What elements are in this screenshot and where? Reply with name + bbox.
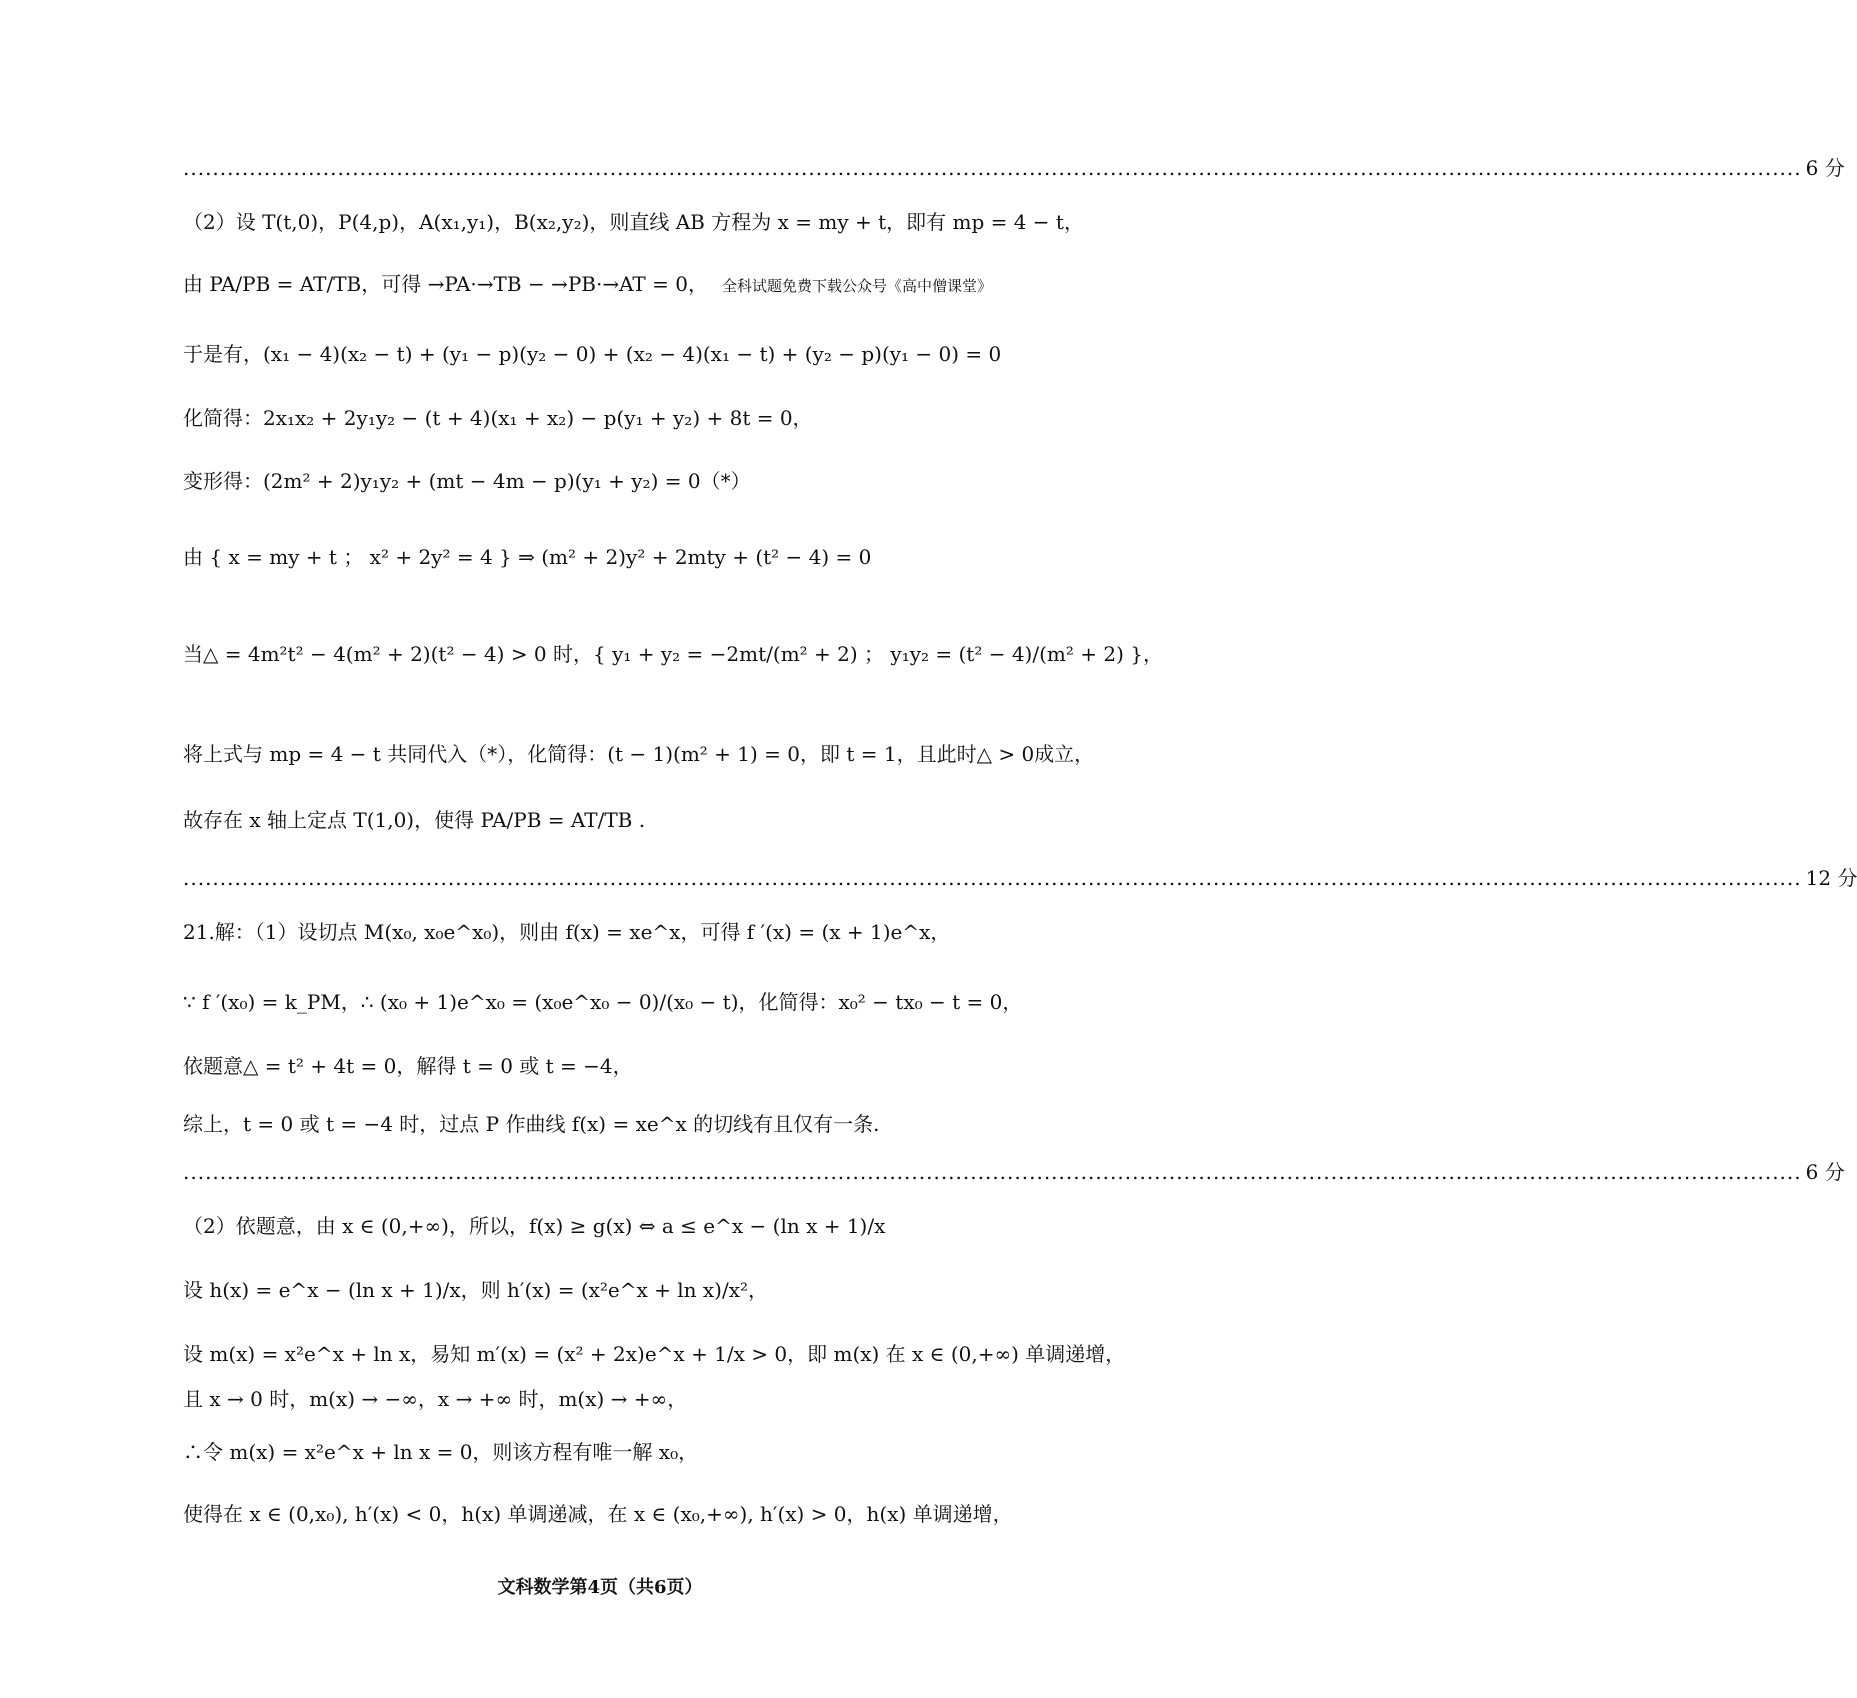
- solution-text: （2）设 T(t,0)，P(4,p)，A(x₁,y₁)，B(x₂,y₂)，则直线 AB 方程为 x = my + t，即有 mp = 4 − t，: [183, 210, 1084, 234]
- dotted-leader: ............................................................................................................................................................................................................................: [183, 866, 1802, 890]
- solution-text: 综上，t = 0 或 t = −4 时，过点 P 作曲线 f(x) = xe^x 的切线有且仅有一条.: [183, 1112, 880, 1136]
- score-label: 12 分: [1805, 866, 1857, 890]
- solution-text: 21.解：（1）设切点 M(x₀, x₀e^x₀)，则由 f(x) = xe^x，可得 f ′(x) = (x + 1)e^x，: [183, 920, 951, 944]
- solution-line: [183, 918, 1013, 946]
- solution-text: 故存在 x 轴上定点 T(1,0)，使得 PA/PB = AT/TB .: [183, 808, 646, 832]
- solution-text: 且 x → 0 时，m(x) → −∞，x → +∞ 时，m(x) → +∞，: [183, 1387, 688, 1411]
- solution-line: [183, 806, 1013, 834]
- solution-line: [183, 1052, 1013, 1080]
- solution-text: 使得在 x ∈ (0,x₀), h′(x) < 0，h(x) 单调递减，在 x ∈ (x₀,+∞), h′(x) > 0，h(x) 单调递增，: [183, 1502, 1013, 1526]
- solution-text: 于是有，(x₁ − 4)(x₂ − t) + (y₁ − p)(y₂ − 0) + (x₂ − 4)(x₁ − t) + (y₂ − p)(y₁ − 0) = 0: [183, 342, 1002, 366]
- score-marker-line: [183, 864, 1857, 892]
- solution-line: [183, 1385, 1013, 1413]
- solution-text: 依题意△ = t² + 4t = 0，解得 t = 0 或 t = −4，: [183, 1054, 633, 1078]
- watermark-note: 全科试题免费下载公众号《高中僧课堂》: [721, 277, 992, 295]
- solution-line: [183, 1110, 1013, 1138]
- solution-line: [183, 467, 1013, 495]
- solution-line: [183, 1500, 1013, 1528]
- solution-line: [183, 340, 1013, 368]
- score-label: 6 分: [1805, 156, 1845, 180]
- solution-line: [183, 740, 1095, 768]
- solution-text: 变形得：(2m² + 2)y₁y₂ + (mt − 4m − p)(y₁ + y₂) = 0（*）: [183, 469, 751, 493]
- solution-line: [183, 1340, 1126, 1368]
- solution-line: [183, 543, 1013, 571]
- solution-line: [183, 988, 1023, 1016]
- dotted-leader: ............................................................................................................................................................................................................................: [183, 1160, 1802, 1184]
- solution-line: [183, 208, 1084, 236]
- solution-text: ∵ f ′(x₀) = k_PM，∴ (x₀ + 1)e^x₀ = (x₀e^x₀ − 0)/(x₀ − t)，化简得：x₀² − tx₀ − t = 0，: [183, 990, 1023, 1014]
- score-label: 6 分: [1805, 1160, 1845, 1184]
- score-marker-line: [183, 1158, 1845, 1186]
- solution-text: 由 { x = my + t ； x² + 2y² = 4 } ⇒ (m² + 2)y² + 2mty + (t² − 4) = 0: [183, 545, 872, 569]
- dotted-leader: ............................................................................................................................................................................................................................: [183, 156, 1802, 180]
- solution-text: 将上式与 mp = 4 − t 共同代入（*），化简得：(t − 1)(m² + 1) = 0，即 t = 1，且此时△ > 0成立，: [183, 742, 1095, 766]
- score-marker-line: [183, 154, 1845, 182]
- solution-text: （2）依题意，由 x ∈ (0,+∞)，所以，f(x) ≥ g(x) ⇔ a ≤ e^x − (ln x + 1)/x: [183, 1214, 886, 1238]
- solution-line: [183, 1276, 1013, 1304]
- solution-line: [183, 1438, 1013, 1466]
- solution-text: 由 PA/PB = AT/TB，可得 →PA·→TB − →PB·→AT = 0，: [183, 272, 708, 296]
- solution-text: 设 m(x) = x²e^x + ln x，易知 m′(x) = (x² + 2x)e^x + 1/x > 0，即 m(x) 在 x ∈ (0,+∞) 单调递增，: [183, 1342, 1126, 1366]
- solution-line: [183, 1212, 1013, 1240]
- solution-text: 设 h(x) = e^x − (ln x + 1)/x，则 h′(x) = (x²e^x + ln x)/x²，: [183, 1278, 769, 1302]
- solution-text: 化简得：2x₁x₂ + 2y₁y₂ − (t + 4)(x₁ + x₂) − p(y₁ + y₂) + 8t = 0，: [183, 406, 813, 430]
- solution-text: ∴令 m(x) = x²e^x + ln x = 0，则该方程有唯一解 x₀，: [183, 1440, 699, 1464]
- page-footer: 文科数学第4页（共6页）: [497, 1577, 703, 1598]
- solution-line: [183, 404, 1013, 432]
- solution-line: [183, 270, 1013, 300]
- solution-text: 当△ = 4m²t² − 4(m² + 2)(t² − 4) > 0 时，{ y₁ + y₂ = −2mt/(m² + 2) ； y₁y₂ = (t² − 4)/(m² + 2) }，: [183, 642, 1163, 666]
- solution-line: [183, 640, 1163, 668]
